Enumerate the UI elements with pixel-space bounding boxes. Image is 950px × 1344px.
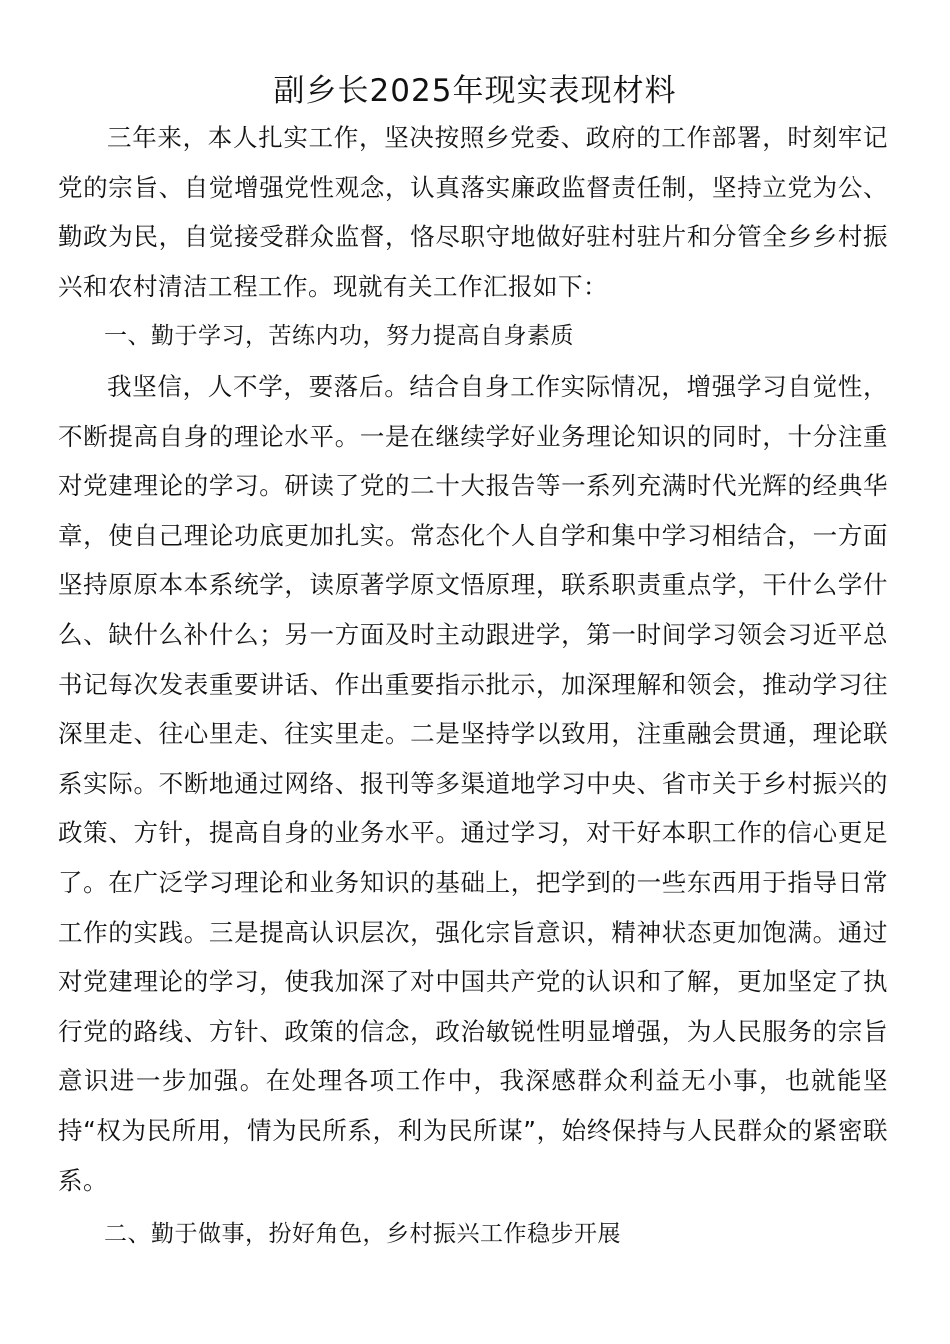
intro-paragraph: 三年来，本人扎实工作，坚决按照乡党委、政府的工作部署，时刻牢记党的宗旨、自觉增强党性观念，认真落实廉政监督责任制，坚持立党为公、勤政为民，自觉接受群众监督，恪尽职守地做好驻村驻片和分管全乡乡村振兴和农村清洁工程工作。现就有关工作汇报如下： <box>58 123 888 301</box>
section-1-heading: 一、勤于学习，苦练内功，努力提高自身素质 <box>104 323 574 349</box>
document-title: 副乡长2025年现实表现材料 <box>273 73 677 109</box>
section-1-body: 我坚信，人不学，要落后。结合自身工作实际情况，增强学习自觉性，不断提高自身的理论水平。一是在继续学好业务理论知识的同时，十分注重对党建理论的学习。研读了党的二十大报告等一系列充满时代光辉的经典华章，使自己理论功底更加扎实。常态化个人自学和集中学习相结合，一方面坚持原原本本系统学，读原著学原文悟原理，联系职责重点学，干什么学什么、缺什么补什么；另一方面及时主动跟进学，第一时间学习领会习近平总书记每次发表重要讲话、作出重要指示批示，加深理解和领会，推动学习往深里走、往心里走、往实里走。二是坚持学以致用，注重融会贯通，理论联系实际。不断地通过网络、报刊等多渠道地学习中央、省市关于乡村振兴的政策、方针，提高自身的业务水平。通过学习，对干好本职工作的信心更足了。在广泛学习理论和业务知识的基础上，把学到的一些东西用于指导日常工作的实践。三是提高认识层次，强化宗旨意识，精神状态更加饱满。通过对党建理论的学习，使我加深了对中国共产党的认识和了解，更加坚定了执行党的路线、方针、政策的信念，政治敏锐性明显增强，为人民服务的宗旨意识进一步加强。在处理各项工作中，我深感群众利益无小事，也就能坚持“权为民所用，情为民所系，利为民所谋”，始终保持与人民群众的紧密联系。 <box>58 372 888 1195</box>
section-2-heading: 二、勤于做事，扮好角色，乡村振兴工作稳步开展 <box>104 1221 621 1247</box>
